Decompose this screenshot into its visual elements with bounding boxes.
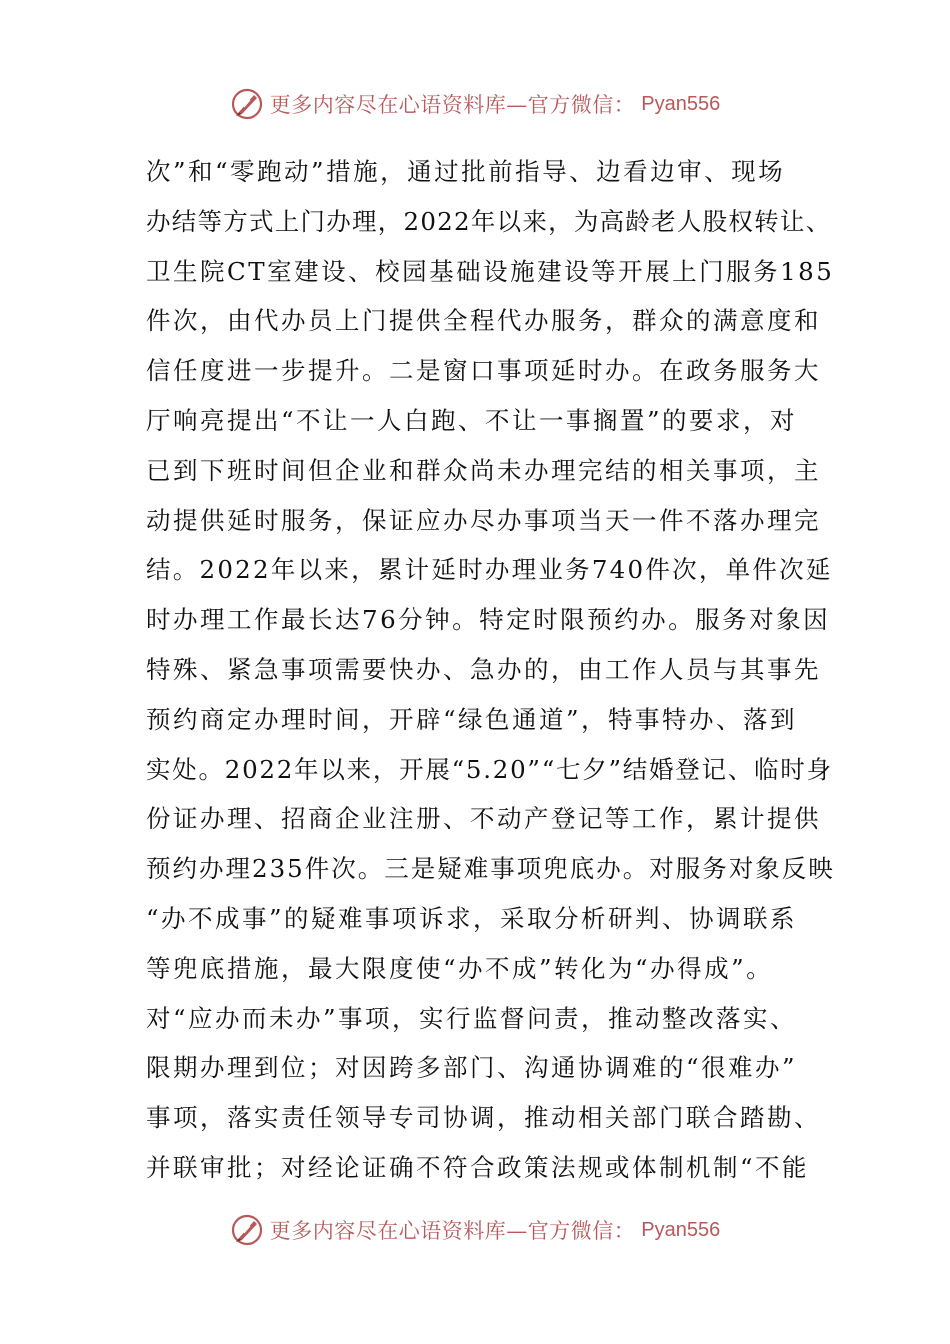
body-line: 对“应办而未办”事项，实行监督问责，推动整改落实、 <box>146 1003 798 1033</box>
banner-text: 更多内容尽在心语资料库—官方微信： <box>269 93 636 117</box>
body-line: 卫生院CT室建设、校园基础设施建设等开展上门服务185 <box>146 256 835 286</box>
body-line: “办不成事”的疑难事项诉求，采取分析研判、协调联系 <box>146 903 798 933</box>
body-line: 实处。2022年以来，开展“5.20”“七夕”结婚登记、临时身 <box>146 754 833 784</box>
body-line: 限期办理到位；对因跨多部门、沟通协调难的“很难办” <box>146 1053 798 1083</box>
body-line: 时办理工作最长达76分钟。特定时限预约办。服务对象因 <box>146 605 831 635</box>
body-line: 事项，落实责任领导专司协调，推动相关部门联合踏勘、 <box>146 1103 821 1133</box>
banner-wechat-id: Pyan556 <box>641 92 721 115</box>
quill-pen-logo-icon <box>230 1213 264 1247</box>
body-line: 办结等方式上门办理，2022年以来，为高龄老人股权转让、 <box>146 206 832 236</box>
document-body <box>146 147 836 1193</box>
body-line: 份证办理、招商企业注册、不动产登记等工作，累计提供 <box>146 804 821 834</box>
body-line: 件次，由代办员上门提供全程代办服务，群众的满意度和 <box>146 306 821 336</box>
body-line: 信任度进一步提升。二是窗口事项延时办。在政务服务大 <box>146 356 821 386</box>
header-watermark-banner <box>0 84 950 124</box>
footer-watermark-banner <box>0 1210 950 1250</box>
body-line: 特殊、紧急事项需要快办、急办的，由工作人员与其事先 <box>146 654 821 684</box>
banner-wechat-id: Pyan556 <box>641 1218 721 1241</box>
body-line: 动提供延时服务，保证应办尽办事项当天一件不落办理完 <box>146 505 821 535</box>
body-line: 预约办理235件次。三是疑难事项兜底办。对服务对象反映 <box>146 854 835 884</box>
body-line: 等兜底措施，最大限度使“办不成”转化为“办得成”。 <box>146 953 774 983</box>
body-line: 预约商定办理时间，开辟“绿色通道”，特事特办、落到 <box>146 704 798 734</box>
body-line: 结。2022年以来，累计延时办理业务740件次，单件次延 <box>146 555 833 585</box>
body-line: 厅响亮提出“不让一人白跑、不让一事搁置”的要求，对 <box>146 405 798 435</box>
body-line: 并联审批；对经论证确不符合政策法规或体制机制“不能 <box>146 1152 810 1182</box>
banner-text: 更多内容尽在心语资料库—官方微信： <box>269 1219 636 1243</box>
body-line: 已到下班时间但企业和群众尚未办理完结的相关事项，主 <box>146 455 821 485</box>
body-line: 次”和“零跑动”措施，通过批前指导、边看边审、现场 <box>146 157 786 186</box>
quill-pen-logo-icon <box>230 87 264 121</box>
